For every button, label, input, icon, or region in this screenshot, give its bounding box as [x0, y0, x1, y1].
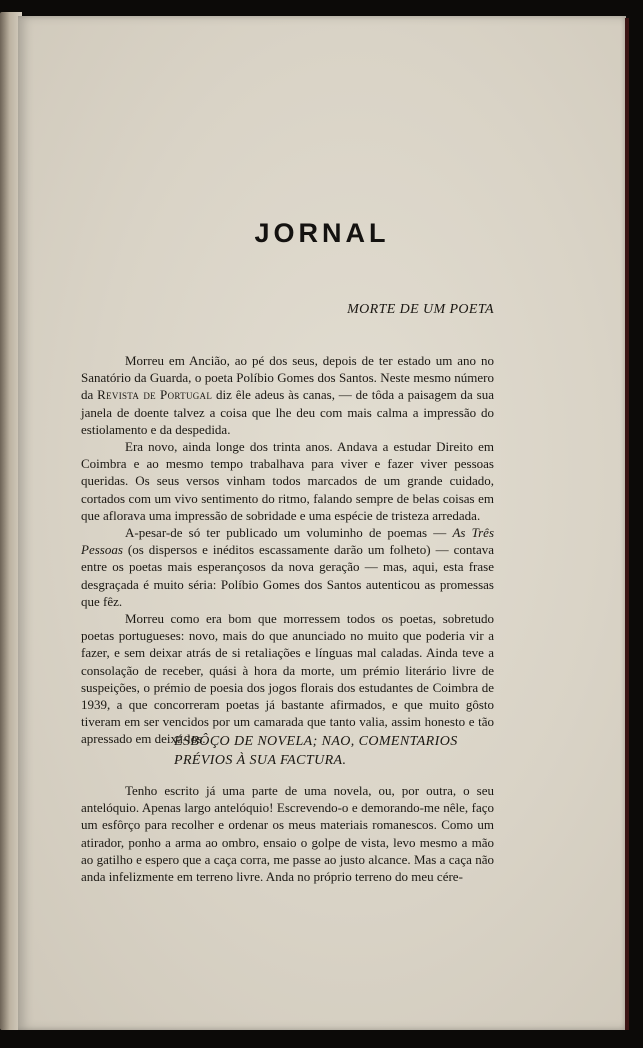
paragraph: Tenho escrito já uma parte de uma novela, ou, por outra, o seu antelóquio. Apenas largo antelóquio! Escrevendo-o e demorando-me nêle, faço um esfôrço para recolher e ordenar os meus materiais romanescos. Como um atirador, ponho a arma ao ombro, ensaio o golpe de vista, levo mesmo a mão ao gatilho e espero que a caça corra, me passe ao justo alcance. Mas a caça não anda infelizmente em terreno livre. Anda no próprio terreno do meu cére- [81, 783, 494, 885]
section-body-morte-de-um-poeta [81, 352, 494, 748]
page-title: JORNAL [254, 218, 390, 248]
paragraph: Morreu como era bom que morressem todos os poetas, sobretudo poetas portugueses: novo, mais do que anunciado no muito que poderia vir a fazer, e sem deixar atrás de si retaliações e línguas mal caladas. Ainda teve a consolação de receber, quási à hora da morte, um prémio literário livre de suspeições, o prémio de poesia dos jogos florais dos estudantes de Coimbra de 1939, a que concorreram poetas já bastante afirmados, e que muito gôsto tiveram em ser vencidos por um camarada que tanto valia, assim honesto e tão apressado em deixá-los. [81, 611, 494, 747]
paragraph-text: diz êle adeus às canas, — de tôda a paisagem da sua janela de doente talvez a coisa que lhe deu com mais calma a impressão do estiolamento e da despedida. [81, 387, 494, 437]
page-edge [625, 18, 629, 1030]
paragraph [81, 524, 494, 610]
paragraph-text: A-pesar-de só ter publicado um voluminho de poemas — [125, 525, 453, 541]
book-page [18, 16, 626, 1030]
paragraph-text: (os dispersos e inéditos escassamente darão um folheto) — contava entre os poetas mais esperançosos da nova geração — mas, aqui, esta frase desgraçada é muito séria: Políbio Gomes dos Santos autenticou as promessas que fêz. [81, 542, 494, 609]
section-heading-esboco-de-novela: ESBÔÇO DE NOVELA; NAO, COMENTARIOS PRÉVIOS À SUA FACTURA. [174, 734, 458, 768]
paragraph: Era novo, ainda longe dos trinta anos. Andava a estudar Direito em Coimbra e ao mesmo tempo trabalhava para viver e fazer viver pessoas queridas. Os seus versos vinham todos marcados de um grande cuidado, cortados com um vivo sentimento do ritmo, falando sempre de belas coisas em que aflorava uma impressão de sobridade e uma espécie de tristeza arredada. [81, 439, 494, 523]
section-body-esboco-de-novela [81, 782, 494, 885]
paragraph-text: Morreu em Ancião, ao pé dos seus, depois de ter estado um ano no Sanatório da Guarda, o poeta Políbio Gomes dos Santos. Neste mesmo número da [81, 353, 494, 403]
book-title: As Três Pessoas [81, 525, 495, 558]
section-heading-morte-de-um-poeta: MORTE DE UM POETA [347, 302, 494, 317]
paragraph [81, 352, 494, 438]
magazine-name: Revista de Portugal [97, 387, 213, 403]
